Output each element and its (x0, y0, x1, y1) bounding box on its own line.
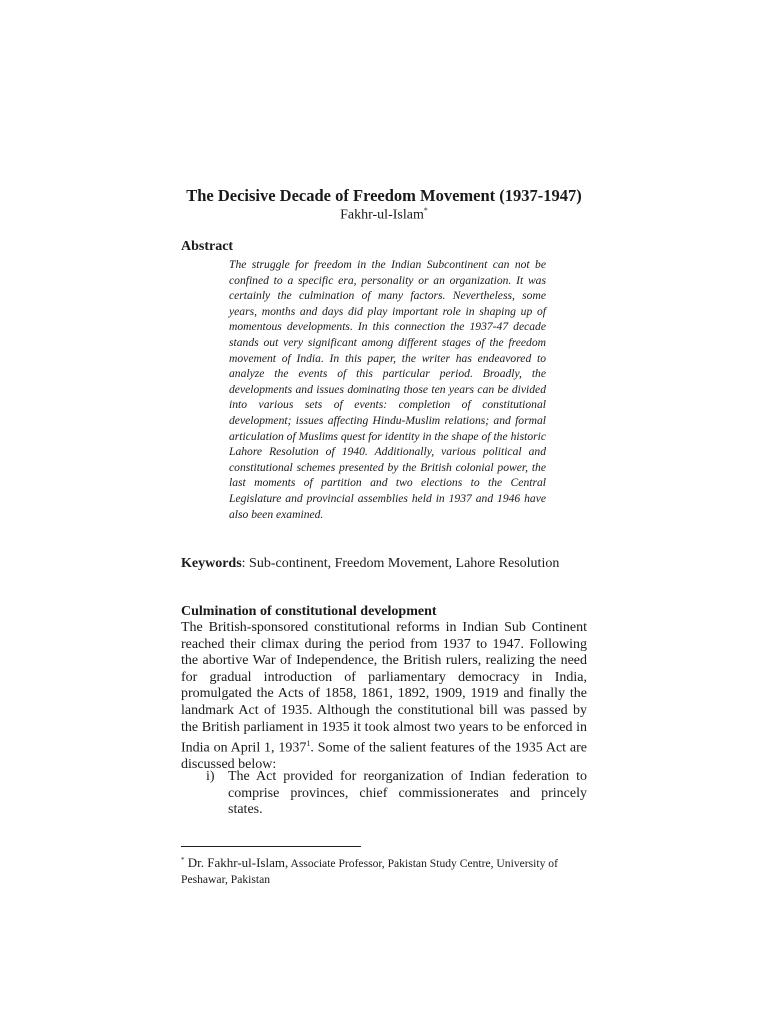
author-line (0, 206, 768, 224)
author-footnote-mark: * (423, 206, 428, 215)
section-paragraph (181, 620, 587, 774)
footnote (181, 852, 581, 888)
section-heading: Culmination of constitutional development (181, 604, 437, 619)
footnote-divider (181, 846, 361, 847)
footnote-text: Associate Professor, Pakistan Study Centre, University of Peshawar, Pakistan (181, 856, 558, 886)
section-text-part-2: . Some of the salient features of the 1935 Act are discussed below: (181, 740, 587, 773)
list-item-text: The Act provided for reorganization of Indian federation to comprise provinces, chief commissionerates and princely states. (228, 769, 587, 818)
keywords-line (181, 556, 559, 572)
abstract-text: The struggle for freedom in the Indian Subcontinent can not be confined to a specific era, personality or an organization. It was certainly the culmination of many factors. Nevertheless, some years, months and days did play important role in shaping up of momentous developments. In this connection the 1937-47 decade stands out very significant among different stages of the freedom movement of India. In this paper, the writer has endeavored to analyze the events of this particular period. Broadly, the developments and issues dominating those ten years can be divided into various sets of events: completion of constitutional development; issues affecting Hindu-Muslim relations; and formal articulation of Muslims quest for identity in the shape of the historic Lahore Resolution of 1940. Additionally, various political and constitutional schemes presented by the British colonial power, the last moments of partition and two elections to the Central Legislature and provincial assemblies held in 1937 and 1946 have also been examined. (229, 258, 546, 521)
paper-title: The Decisive Decade of Freedom Movement (1937-1947) (186, 186, 582, 205)
list-item (206, 769, 587, 819)
footnote-mark: * (181, 856, 185, 864)
section-text-part-1: The British-sponsored constitutional reforms in Indian Sub Continent reached their climax during the period from 1937 to 1947. Following the abortive War of Independence, the British rulers, realizing the need for gradual introduction of parliamentary democracy in India, promulgated the Acts of 1858, 1861, 1892, 1909, 1919 and finally the landmark Act of 1935. Although the constitutional bill was passed by the British parliament in 1935 it took almost two years to be enforced in India on April 1, 1937 (181, 620, 587, 756)
footnote-reference: 1 (306, 739, 311, 749)
abstract-heading: Abstract (181, 239, 234, 254)
footnote-author-name: Dr. Fakhr-ul-Islam, (184, 854, 289, 870)
author-name: Fakhr-ul-Islam (340, 207, 424, 223)
list-item-marker: i) (206, 769, 215, 784)
keywords-label: Keywords (181, 556, 242, 571)
keywords-text: : Sub-continent, Freedom Movement, Lahore Resolution (241, 556, 560, 571)
